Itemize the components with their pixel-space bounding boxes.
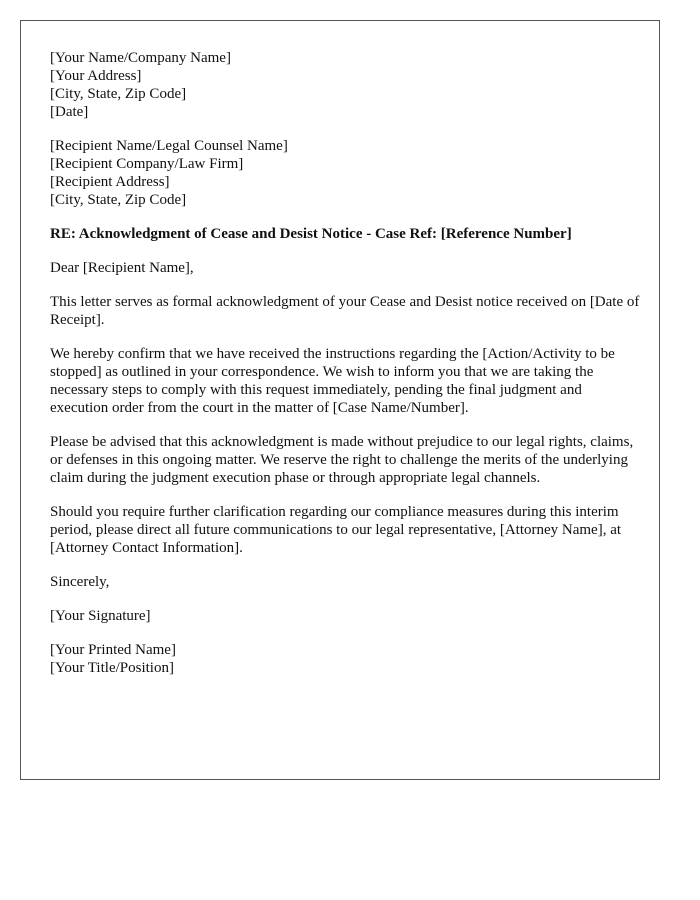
recipient-address: [Recipient Address] xyxy=(50,174,170,190)
signer-block xyxy=(50,641,640,677)
sender-city: [City, State, Zip Code] xyxy=(50,86,187,102)
letter-date: [Date] xyxy=(50,104,89,120)
sender-block xyxy=(50,49,640,121)
closing: Sincerely, xyxy=(50,574,110,590)
body-paragraph-4: Should you require further clarification regarding our compliance measures during this interim period, please direct all future communications to our legal representative, [Attorney Name], at [Attorney Contact Information]. xyxy=(50,504,622,556)
letter-page xyxy=(20,20,660,780)
signer-title: [Your Title/Position] xyxy=(50,660,174,676)
recipient-company: [Recipient Company/Law Firm] xyxy=(50,156,244,172)
letter-content xyxy=(50,49,640,693)
body-paragraph-1: This letter serves as formal acknowledgment of your Cease and Desist notice received on [Date of Receipt]. xyxy=(50,294,640,328)
signature: [Your Signature] xyxy=(50,608,151,624)
recipient-name: [Recipient Name/Legal Counsel Name] xyxy=(50,138,288,154)
printed-name: [Your Printed Name] xyxy=(50,642,176,658)
salutation: Dear [Recipient Name], xyxy=(50,260,194,276)
recipient-block xyxy=(50,137,640,209)
recipient-city: [City, State, Zip Code] xyxy=(50,192,187,208)
subject-line: RE: Acknowledgment of Cease and Desist Notice - Case Ref: [Reference Number] xyxy=(50,226,572,242)
body-paragraph-3: Please be advised that this acknowledgment is made without prejudice to our legal rights, claims, or defenses in this ongoing matter. We reserve the right to challenge the merits of the underlying claim during the judgment execution phase or through appropriate legal channels. xyxy=(50,434,634,486)
sender-name: [Your Name/Company Name] xyxy=(50,50,231,66)
body-paragraph-2: We hereby confirm that we have received the instructions regarding the [Action/Activity to be stopped] as outlined in your correspondence. We wish to inform you that we are taking the necessary steps to comply with this request immediately, pending the final judgment and execution order from the court in the matter of [Case Name/Number]. xyxy=(50,346,615,416)
sender-address: [Your Address] xyxy=(50,68,142,84)
